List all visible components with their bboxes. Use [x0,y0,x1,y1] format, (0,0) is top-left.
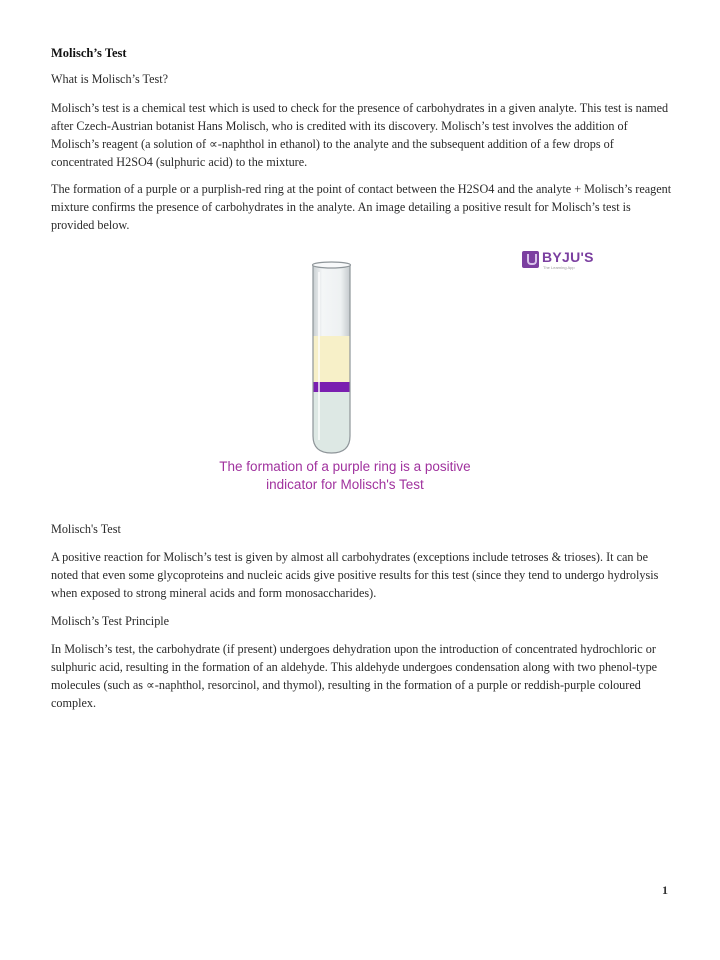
logo-tagline: The Learning App [543,265,575,270]
byjus-logo [522,249,592,273]
logo-text: BYJU'S [542,249,594,265]
section-heading-test: Molisch's Test [51,522,121,536]
test-tube [313,262,351,454]
paragraph-positive-reaction: A positive reaction for Molisch’s test is given by almost all carbohydrates (exceptions include tetroses & trioses). It can be noted that even some glycoproteins and nucleic acids give positive results for this test (since they tend to undergo hydrolysis when exposed to strong mineral acids and form monosaccharides). [51,550,659,600]
figure-caption [180,458,510,494]
logo-mark-icon [522,251,539,268]
page-number: 1 [662,883,668,897]
caption-line-2: indicator for Molisch's Test [266,477,424,492]
test-tube-figure [180,240,610,510]
paragraph-intro: Molisch’s test is a chemical test which is used to check for the presence of carbohydrates in a given analyte. This test is named after Czech-Austrian botanist Hans Molisch, who is credited with its discovery. Molisch’s test involves the addition of Molisch’s reagent (a solution of ∝-naphthol in ethanol) to the analyte and the subsequent addition of a few drops of concentrated H2SO4 (sulphuric acid) to the mixture. [51,101,669,169]
paragraph-result: The formation of a purple or a purplish-red ring at the point of contact between the H2SO4 and the analyte + Molisch’s reagent mixture confirms the presence of carbohydrates in the analyte. An image detailing a positive result for Molisch’s test is provided below. [51,182,672,232]
paragraph-principle: In Molisch’s test, the carbohydrate (if present) undergoes dehydration upon the introduction of concentrated hydrochloric or sulphuric acid, resulting in the formation of an aldehyde. This aldehyde undergoes condensation along with two phenol-type molecules (such as ∝-naphthol, resorcinol, and thymol), resulting in the formation of a purple or reddish-purple coloured complex. [51,642,658,710]
caption-line-1: The formation of a purple ring is a positive [219,459,471,474]
document-title: Molisch’s Test [51,46,127,60]
section-subtitle: What is Molisch’s Test? [51,72,169,86]
section-heading-principle: Molisch’s Test Principle [51,614,170,628]
